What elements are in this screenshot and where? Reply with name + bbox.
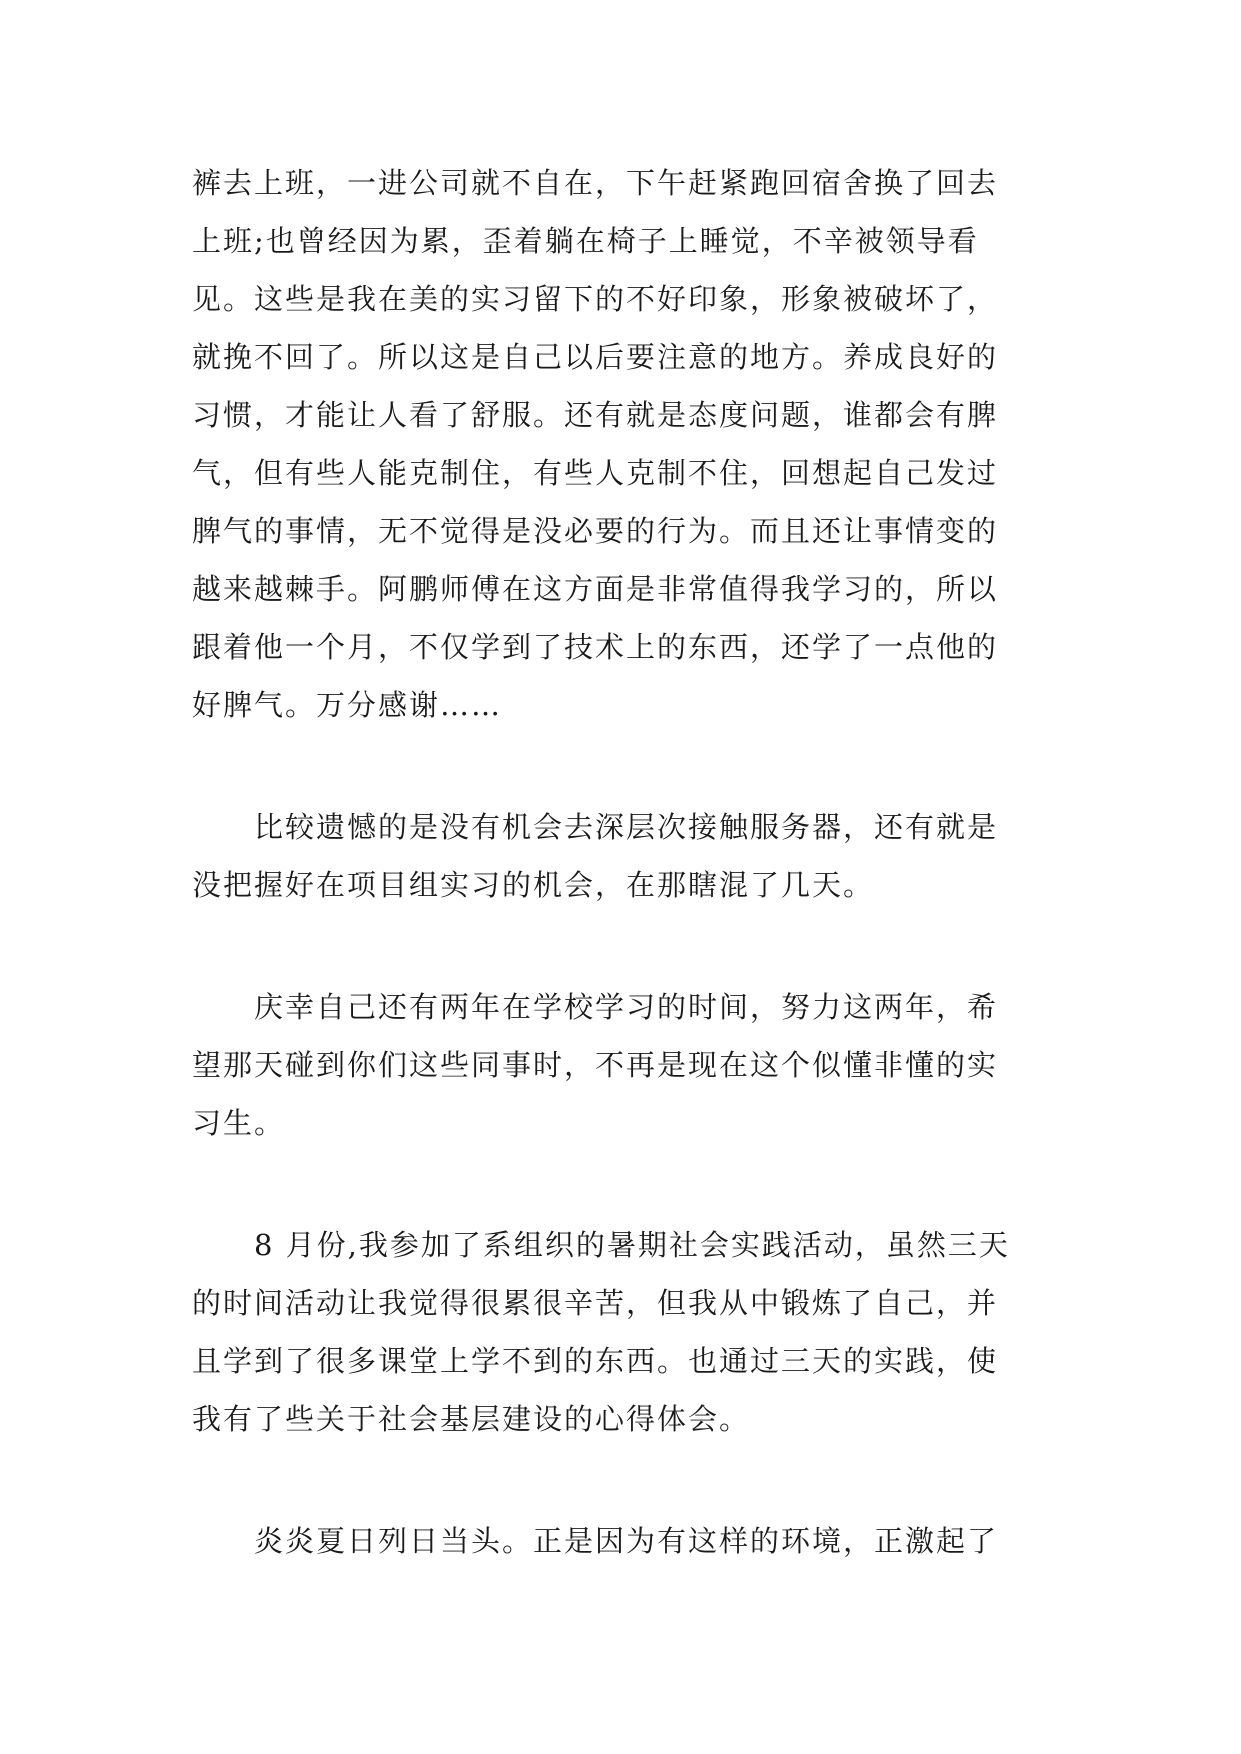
paragraph-line: 好脾气。万分感谢…… (192, 688, 503, 722)
paragraph-line: 没把握好在项目组实习的机会，在那瞎混了几天。 (192, 868, 875, 902)
paragraph-line: 且学到了很多课堂上学不到的东西。也通过三天的实践，使 (192, 1344, 999, 1378)
paragraph-line: 越来越棘手。阿鹏师傅在这方面是非常值得我学习的，所以 (192, 572, 999, 606)
paragraph-line: 庆幸自己还有两年在学校学习的时间，努力这两年，希 (254, 990, 999, 1024)
paragraph-line: 见。这些是我在美的实习留下的不好印象，形象被破坏了， (192, 282, 999, 316)
paragraph-line: 望那天碰到你们这些同事时，不再是现在这个似懂非懂的实 (192, 1048, 999, 1082)
paragraph-line: 就挽不回了。所以这是自己以后要注意的地方。养成良好的 (192, 340, 999, 374)
paragraph-spacer (192, 1152, 1062, 1216)
paragraph-1 (192, 154, 1062, 734)
paragraph-spacer (192, 734, 1062, 798)
paragraph-spacer (192, 1448, 1062, 1512)
paragraph-line: 脾气的事情，无不觉得是没必要的行为。而且还让事情变的 (192, 514, 999, 548)
paragraph-line: 的时间活动让我觉得很累很辛苦，但我从中锻炼了自己，并 (192, 1286, 999, 1320)
paragraph-3 (192, 978, 1062, 1152)
paragraph-line: 跟着他一个月，不仅学到了技术上的东西，还学了一点他的 (192, 630, 999, 664)
paragraph-line: 8 月份,我参加了系组织的暑期社会实践活动，虽然三天 (254, 1228, 1010, 1262)
document-body (192, 154, 1062, 1570)
paragraph-line: 气，但有些人能克制住，有些人克制不住，回想起自己发过 (192, 456, 999, 490)
paragraph-line: 习惯，才能让人看了舒服。还有就是态度问题，谁都会有脾 (192, 398, 999, 432)
paragraph-2 (192, 798, 1062, 914)
paragraph-line: 上班;也曾经因为累，歪着躺在椅子上睡觉，不辛被领导看 (192, 224, 979, 258)
paragraph-4 (192, 1216, 1062, 1448)
paragraph-line: 比较遗憾的是没有机会去深层次接触服务器，还有就是 (254, 810, 999, 844)
paragraph-spacer (192, 914, 1062, 978)
paragraph-line: 炎炎夏日列日当头。正是因为有这样的环境，正激起了 (254, 1524, 999, 1558)
paragraph-line: 习生。 (192, 1106, 286, 1140)
paragraph-5 (192, 1512, 1062, 1570)
paragraph-line: 裤去上班，一进公司就不自在，下午赶紧跑回宿舍换了回去 (192, 166, 999, 200)
paragraph-line: 我有了些关于社会基层建设的心得体会。 (192, 1402, 751, 1436)
